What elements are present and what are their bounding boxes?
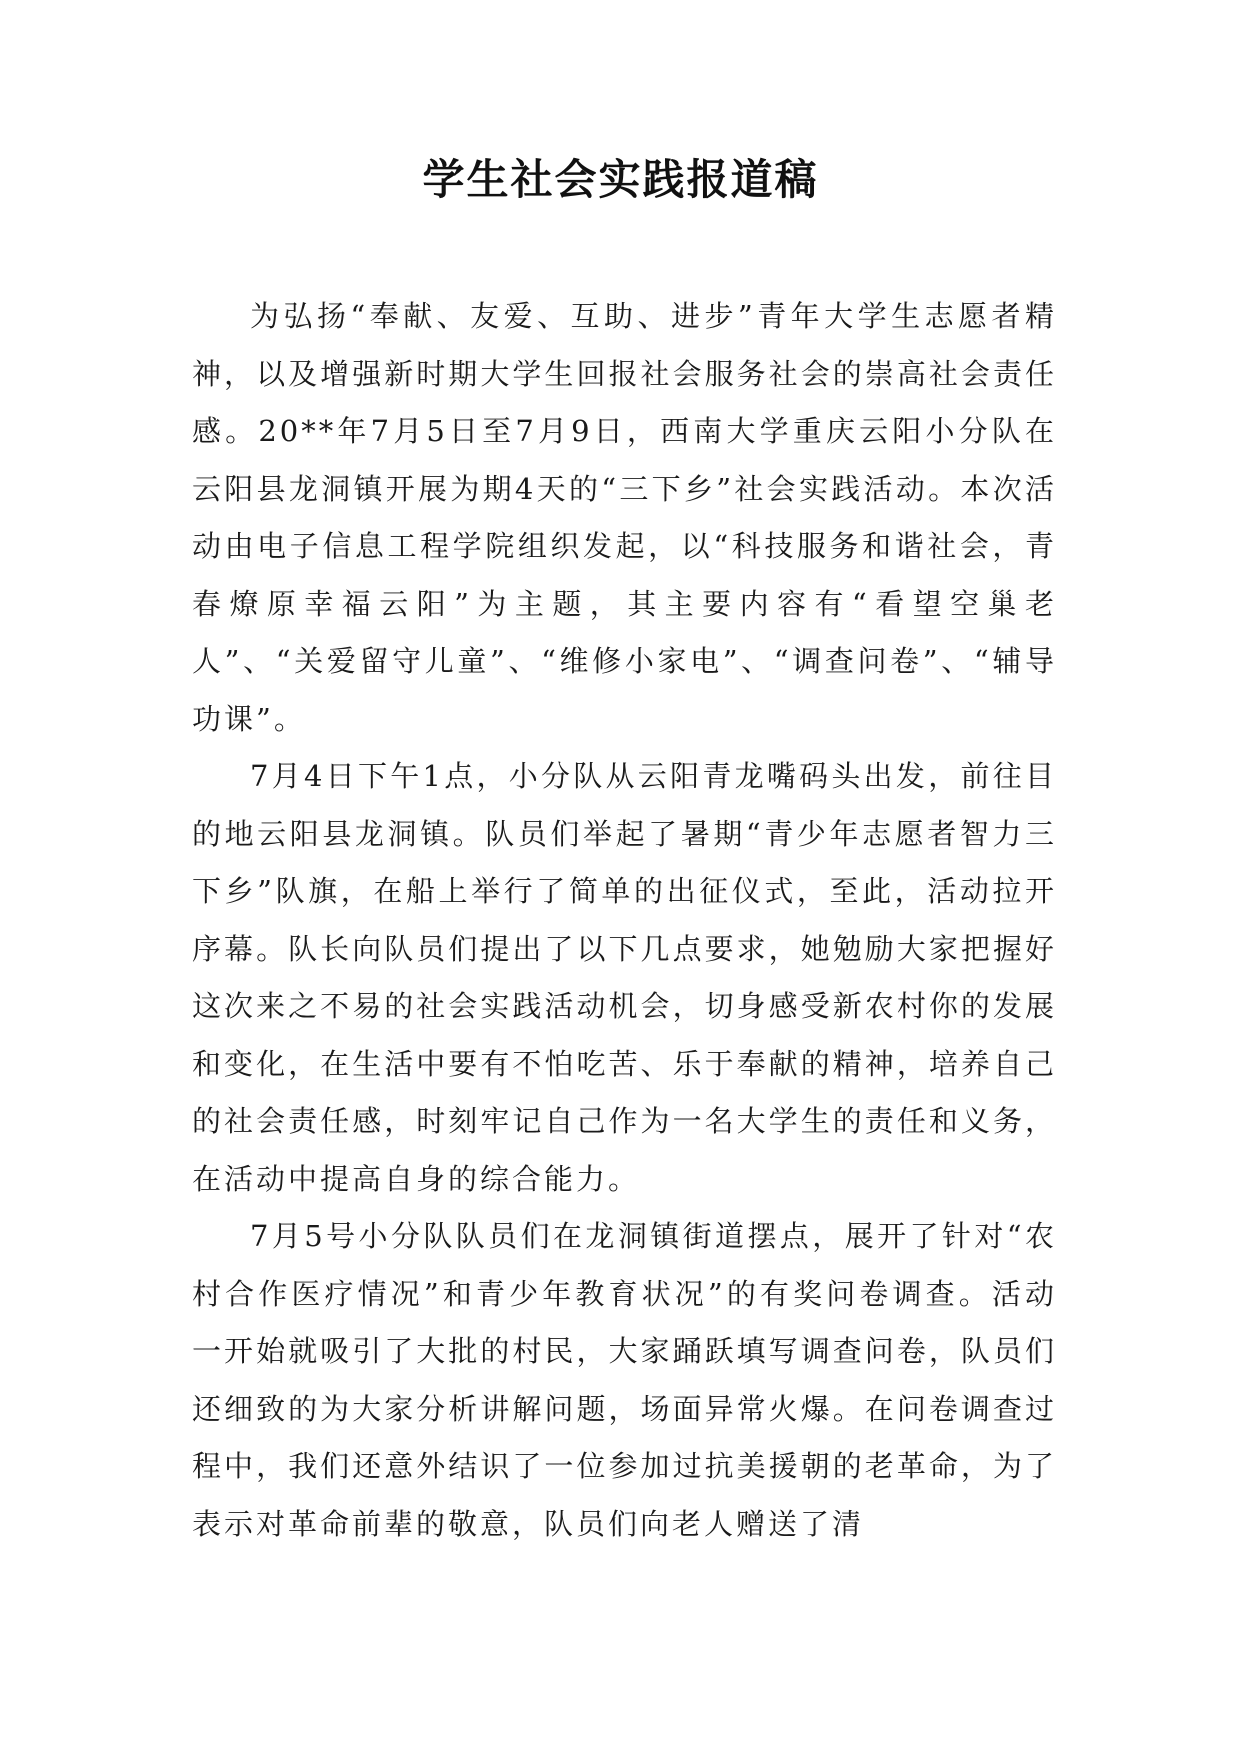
paragraph-3: 7月5号小分队队员们在龙洞镇街道摆点，展开了针对“农村合作医疗情况”和青少年教育状况”的有奖问卷调查。活动一开始就吸引了大批的村民，大家踊跃填写调查问卷，队员们还细致的为大家分析讲解问题，场面异常火爆。在问卷调查过程中，我们还意外结识了一位参加过抗美援朝的老革命，为了表示对革命前辈的敬意，队员们向老人赠送了清 — [192, 1219, 1057, 1541]
paragraph-1: 为弘扬“奉献、友爱、互助、进步”青年大学生志愿者精神，以及增强新时期大学生回报社会服务社会的崇高社会责任感。20**年7月5日至7月9日，西南大学重庆云阳小分队在云阳县龙洞镇开展为期4天的“三下乡”社会实践活动。本次活动由电子信息工程学院组织发起，以“科技服务和谐社会，青春燎原幸福云阳”为主题，其主要内容有“看望空巢老人”、“关爱留守儿童”、“维修小家电”、“调查问卷”、“辅导功课”。 — [192, 299, 1057, 736]
paragraph-2: 7月4日下午1点，小分队从云阳青龙嘴码头出发，前往目的地云阳县龙洞镇。队员们举起了暑期“青少年志愿者智力三下乡”队旗，在船上举行了简单的出征仪式，至此，活动拉开序幕。队长向队员们提出了以下几点要求，她勉励大家把握好这次来之不易的社会实践活动机会，切身感受新农村你的发展和变化，在生活中要有不怕吃苦、乐于奉献的精神，培养自己的社会责任感，时刻牢记自己作为一名大学生的责任和义务，在活动中提高自身的综合能力。 — [192, 759, 1057, 1196]
document-title: 学生社会实践报道稿 — [422, 155, 819, 204]
document-body — [192, 288, 1057, 1553]
